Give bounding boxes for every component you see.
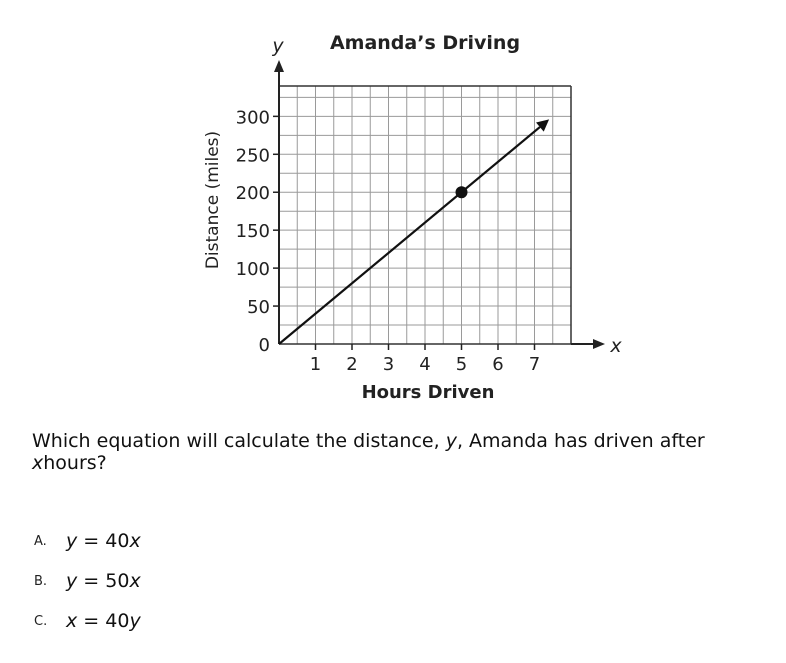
choice-a-lhs: y <box>66 530 78 552</box>
y-tick-label: 50 <box>247 297 270 319</box>
choice-c-lhs: x <box>66 610 78 632</box>
choice-c-rhs: y <box>129 610 141 632</box>
y-axis-variable: y <box>272 35 284 57</box>
y-tick-label: 0 <box>258 335 270 356</box>
choice-b-letter: B. <box>34 574 48 589</box>
choice-b-lhs: y <box>66 570 78 592</box>
data-point <box>456 186 468 198</box>
tick-labels <box>236 107 541 375</box>
choice-a-letter: A. <box>34 534 47 549</box>
x-axis-variable: x <box>610 335 622 357</box>
series-line <box>279 127 540 344</box>
x-axis-label: Hours Driven <box>361 382 495 403</box>
y-tick-label: 150 <box>235 221 270 243</box>
x-tick-label: 5 <box>455 354 468 375</box>
y-axis-arrow <box>274 60 284 72</box>
x-tick-label: 6 <box>492 354 504 375</box>
choice-a-equation <box>66 530 141 552</box>
question-middle: , Amanda has driven after <box>456 430 705 452</box>
x-tick-label: 2 <box>346 354 358 375</box>
choice-a-op: = 40 <box>77 530 130 552</box>
y-tick-label: 100 <box>235 259 270 281</box>
x-tick-label: 1 <box>309 354 322 375</box>
choice-c-equation <box>66 610 141 632</box>
y-axis-label: Distance (miles) <box>203 130 223 270</box>
question-text <box>32 430 772 474</box>
question-suffix: hours? <box>43 452 107 474</box>
choice-c-op: = 40 <box>77 610 130 632</box>
choice-c-letter: C. <box>34 614 48 629</box>
plot-area <box>279 119 549 344</box>
question-var-y: y <box>445 430 457 452</box>
choice-b-op: = 50 <box>77 570 130 592</box>
x-tick-label: 3 <box>382 354 395 375</box>
chart-title: Amanda’s Driving <box>329 32 521 54</box>
y-tick-label: 200 <box>235 183 270 205</box>
x-tick-label: 4 <box>419 354 431 375</box>
y-tick-label: 300 <box>235 107 270 129</box>
x-tick-label: 7 <box>528 354 541 375</box>
choice-b-rhs: x <box>129 570 141 592</box>
choice-b-equation <box>66 570 141 592</box>
question-var-x: x <box>32 452 44 474</box>
x-axis-arrow <box>593 339 605 349</box>
question-prefix: Which equation will calculate the distance, <box>32 430 446 452</box>
y-tick-label: 250 <box>235 145 270 167</box>
choice-a-rhs: x <box>129 530 141 552</box>
